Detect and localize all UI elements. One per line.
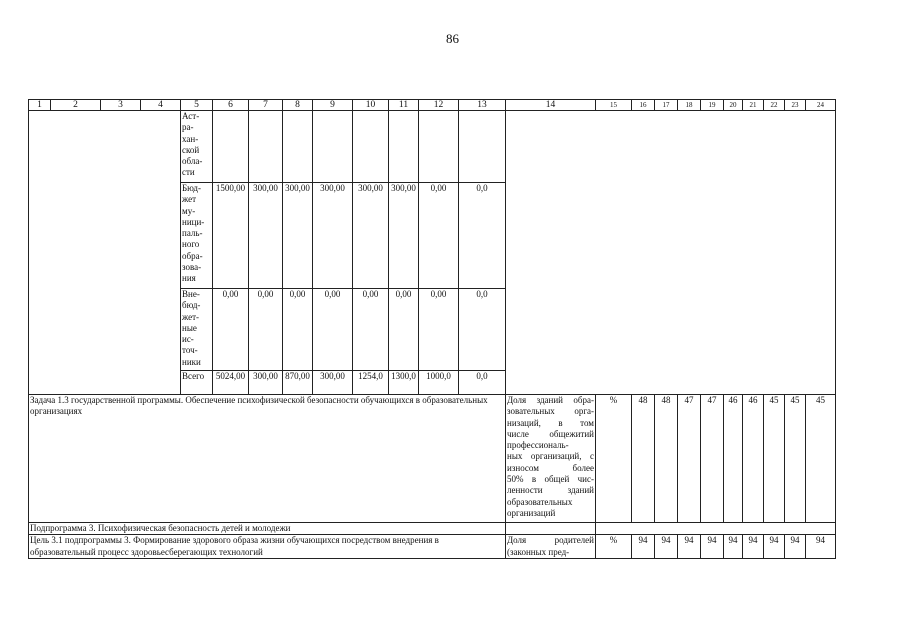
target-value: 94 [701, 535, 724, 559]
header-cell: 12 [419, 100, 459, 111]
header-cell: 8 [283, 100, 313, 111]
amount-cell: 300,00 [249, 183, 283, 289]
header-cell: 15 [596, 100, 632, 111]
header-row [29, 100, 836, 111]
target-value: 47 [701, 395, 724, 523]
target-value: 94 [655, 535, 678, 559]
target-value: 45 [785, 395, 806, 523]
unit-cell: % [596, 395, 632, 523]
target-value: 94 [743, 535, 764, 559]
target-value: 94 [764, 535, 785, 559]
amount-cell [213, 111, 249, 183]
funding-row-regional [29, 111, 836, 183]
target-value: 46 [724, 395, 743, 523]
task-row [29, 395, 836, 523]
indicator-line: организаций [507, 507, 556, 518]
amount-cell: 300,00 [389, 183, 419, 289]
indicator-cell [506, 395, 596, 523]
amount-cell: 5024,00 [213, 371, 249, 395]
funding-source [181, 111, 213, 183]
indicator-line: (законных пред- [507, 546, 570, 557]
indicator-line: Доля родителей [507, 535, 594, 546]
amount-cell [459, 111, 506, 183]
amount-cell: 300,00 [249, 371, 283, 395]
indicator-line: числе общежитий [507, 428, 594, 439]
amount-cell: 1000,0 [419, 371, 459, 395]
amount-cell: 0,0 [459, 289, 506, 371]
indicator-line: износом более [507, 462, 594, 473]
funding-source [181, 289, 213, 371]
amount-cell: 0,00 [419, 183, 459, 289]
header-cell: 5 [181, 100, 213, 111]
header-cell: 9 [313, 100, 353, 111]
amount-cell: 0,0 [459, 371, 506, 395]
funding-source [181, 183, 213, 289]
amount-cell: 300,00 [353, 183, 389, 289]
target-value: 45 [806, 395, 836, 523]
indicator-line: профессиональ- [507, 440, 569, 451]
amount-cell [389, 111, 419, 183]
amount-cell [353, 111, 389, 183]
header-cell: 7 [249, 100, 283, 111]
left-blank-cell [29, 111, 181, 395]
indicator-line: образовательных [507, 496, 573, 507]
empty-cell [506, 523, 596, 535]
header-cell: 10 [353, 100, 389, 111]
task-description: Задача 1.3 государственной программы. Обеспечение психофизической безопасности обучающихся в образовательных организациях [29, 395, 506, 523]
goal-description: Цель 3.1 подпрограммы 3. Формирование здорового образа жизни обучающихся посредством внедрения в образовательный процесс здоровьесберегающих технологий [29, 535, 506, 559]
header-cell: 16 [632, 100, 655, 111]
amount-cell: 0,00 [213, 289, 249, 371]
indicator-line: низаций, в том [507, 417, 594, 428]
subprogram-title: Подпрограмма 3. Психофизическая безопасность детей и молодежи [29, 523, 506, 535]
header-cell: 13 [459, 100, 506, 111]
indicator-line: 50% в общей чис- [507, 474, 594, 485]
header-cell: 20 [724, 100, 743, 111]
amount-cell: 0,00 [283, 289, 313, 371]
indicator-text [507, 535, 594, 558]
right-blank-cell [506, 111, 836, 395]
amount-cell [419, 111, 459, 183]
target-value: 46 [743, 395, 764, 523]
funding-source-label: Вне- бюд- жет- ные ис- точ- ники [182, 289, 201, 367]
amount-cell [283, 111, 313, 183]
target-value: 45 [764, 395, 785, 523]
funding-source-label: Бюд- жет му- ници- паль- ного обра- зова- ния [182, 183, 205, 284]
subprogram-row [29, 523, 836, 535]
target-value: 47 [678, 395, 701, 523]
indicator-text [507, 395, 594, 519]
header-cell: 24 [806, 100, 836, 111]
amount-cell: 300,00 [313, 371, 353, 395]
amount-cell: 0,00 [313, 289, 353, 371]
indicator-line: ных организаций, с [507, 451, 594, 462]
amount-cell: 0,00 [353, 289, 389, 371]
indicator-line: Доля зданий обра- [507, 395, 594, 405]
header-cell: 3 [101, 100, 141, 111]
amount-cell: 0,00 [389, 289, 419, 371]
target-value: 94 [724, 535, 743, 559]
header-cell: 23 [785, 100, 806, 111]
header-cell: 18 [678, 100, 701, 111]
amount-cell: 870,00 [283, 371, 313, 395]
header-cell: 19 [701, 100, 724, 111]
header-cell: 21 [743, 100, 764, 111]
amount-cell: 300,00 [313, 183, 353, 289]
indicator-line: зовательных орга- [507, 406, 594, 417]
header-cell: 14 [506, 100, 596, 111]
funding-source [181, 371, 213, 395]
funding-source-label: Аст- ра- хан- ской обла- сти [182, 111, 203, 178]
empty-cell [596, 523, 836, 535]
header-cell: 22 [764, 100, 785, 111]
amount-cell: 1500,00 [213, 183, 249, 289]
header-cell: 6 [213, 100, 249, 111]
indicator-cell [506, 535, 596, 559]
page-number: 86 [446, 31, 459, 46]
amount-cell: 1300,0 [389, 371, 419, 395]
indicator-line: ленности зданий [507, 485, 594, 496]
target-value: 94 [632, 535, 655, 559]
amount-cell: 0,00 [249, 289, 283, 371]
target-value: 94 [678, 535, 701, 559]
target-value: 48 [655, 395, 678, 523]
amount-cell [313, 111, 353, 183]
program-table [28, 99, 836, 559]
amount-cell [249, 111, 283, 183]
funding-source-label: Всего [182, 371, 205, 381]
goal-row [29, 535, 836, 559]
header-cell: 4 [141, 100, 181, 111]
unit-cell: % [596, 535, 632, 559]
header-cell: 1 [29, 100, 51, 111]
target-value: 48 [632, 395, 655, 523]
amount-cell: 0,0 [459, 183, 506, 289]
amount-cell: 300,00 [283, 183, 313, 289]
header-cell: 17 [655, 100, 678, 111]
header-cell: 2 [51, 100, 101, 111]
amount-cell: 1254,0 [353, 371, 389, 395]
target-value: 94 [806, 535, 836, 559]
amount-cell: 0,00 [419, 289, 459, 371]
target-value: 94 [785, 535, 806, 559]
header-cell: 11 [389, 100, 419, 111]
